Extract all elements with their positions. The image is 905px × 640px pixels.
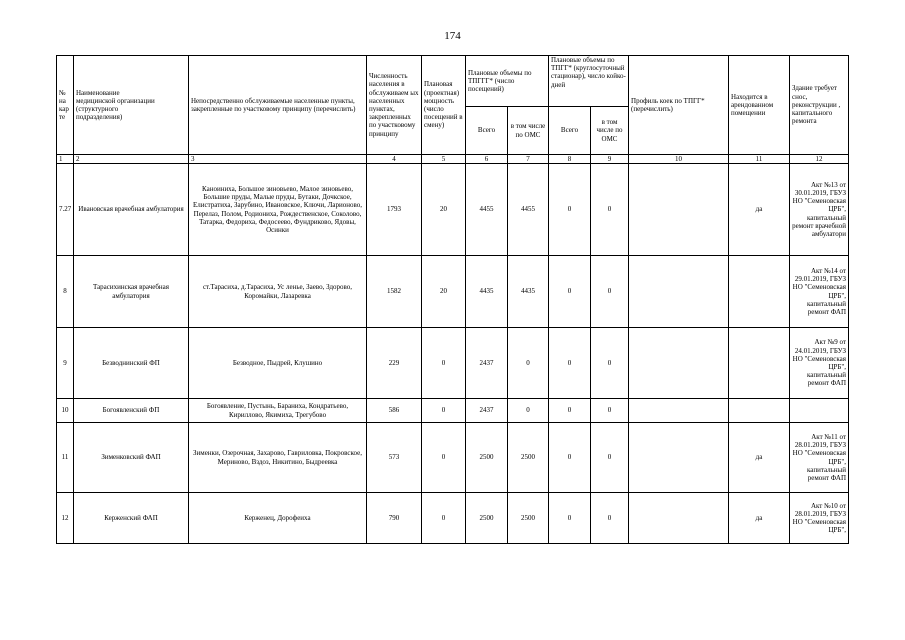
header-building: Здание требует снос, реконструкции , капитального ремонта (790, 56, 849, 155)
capacity: 0 (422, 423, 466, 493)
visits-total: 2500 (466, 423, 508, 493)
visits-total: 2437 (466, 328, 508, 399)
beds-total: 0 (549, 256, 591, 328)
visits-total: 4435 (466, 256, 508, 328)
rented (729, 399, 790, 423)
population: 1793 (367, 164, 422, 256)
column-numbers-row (57, 155, 849, 164)
visits-oms: 2500 (508, 423, 549, 493)
header-row-top (57, 56, 849, 107)
header-beds-total: Всего (549, 107, 591, 155)
rented (729, 256, 790, 328)
population: 229 (367, 328, 422, 399)
org-name: Ивановская врачебная амбулатория (74, 164, 189, 256)
rented: да (729, 164, 790, 256)
header-visits-oms: в том числе по ОМС (508, 107, 549, 155)
column-number: 1 (57, 155, 74, 164)
population: 1582 (367, 256, 422, 328)
page-number: 174 (444, 30, 461, 42)
row-number: 10 (57, 399, 74, 423)
header-settlements: Непосредственно обслуживаемые населенные пункты, закрепленные по участковому принципу (перечислить) (189, 56, 367, 155)
header-rented: Находится в арендованном помещении (729, 56, 790, 155)
visits-total: 2437 (466, 399, 508, 423)
settlements: Керженец, Дорофеиха (189, 493, 367, 544)
visits-oms: 0 (508, 399, 549, 423)
settlements: Богоявление, Пустынь, Бараниха, Кондратьево, Кириллово, Якимиха, Трегубово (189, 399, 367, 423)
beds-total: 0 (549, 328, 591, 399)
org-name: Тарасихинская врачебная амбулатория (74, 256, 189, 328)
population: 586 (367, 399, 422, 423)
visits-oms: 4455 (508, 164, 549, 256)
header-planned-visits: Плановые объемы по ТПГГГ* (число посещений) (466, 56, 549, 107)
header-org-name: Наименование медицинской организации (структурного подразделения) (74, 56, 189, 155)
column-number: 11 (729, 155, 790, 164)
org-name: Зименковский ФАП (74, 423, 189, 493)
org-name: Безводнинский ФП (74, 328, 189, 399)
table-row (57, 423, 849, 493)
header-visits-total: Всего (466, 107, 508, 155)
column-number: 6 (466, 155, 508, 164)
capacity: 0 (422, 328, 466, 399)
org-name: Богоявленский ФП (74, 399, 189, 423)
beds-oms: 0 (591, 423, 629, 493)
row-number: 8 (57, 256, 74, 328)
table-row (57, 399, 849, 423)
rented (729, 328, 790, 399)
visits-total: 2500 (466, 493, 508, 544)
table-row (57, 328, 849, 399)
header-capacity: Плановая (проектная) мощность (число посещений в смену) (422, 56, 466, 155)
beds-total: 0 (549, 423, 591, 493)
population: 790 (367, 493, 422, 544)
table-row (57, 256, 849, 328)
capacity: 0 (422, 493, 466, 544)
population: 573 (367, 423, 422, 493)
column-number: 12 (790, 155, 849, 164)
building-status: Акт №13 от 30.01.2019, ГБУЗ НО "Семеновская ЦРБ", капитальный ремонт врачебной амбулатори (790, 164, 849, 256)
table-row (57, 164, 849, 256)
column-number: 5 (422, 155, 466, 164)
beds-oms: 0 (591, 256, 629, 328)
beds-oms: 0 (591, 328, 629, 399)
header-beds-oms: в том числе по ОМС (591, 107, 629, 155)
header-map-number: № на кар те (57, 56, 74, 155)
visits-oms: 2500 (508, 493, 549, 544)
building-status: Акт №10 от 28.01.2019, ГБУЗ НО "Семеновская ЦРБ", (790, 493, 849, 544)
column-number: 10 (629, 155, 729, 164)
settlements: Безводное, Пыдрей, Клушино (189, 328, 367, 399)
bed-profile (629, 423, 729, 493)
column-number: 8 (549, 155, 591, 164)
capacity: 0 (422, 399, 466, 423)
settlements: Каноиниха, Большое зиновьево, Малое зиновьево, Большие пруды, Малые пруды, Бутаки, Дочкское, Елистратиха, Зарубино, Ивановское, Ключи, Ларионово, Перелаз, Полом, Родиониха, Рождественское, Соколово, Татарка, Федориха, Федосеево, Фундриково, Ядовы, Осинки (189, 164, 367, 256)
bed-profile (629, 256, 729, 328)
bed-profile (629, 493, 729, 544)
visits-total: 4455 (466, 164, 508, 256)
beds-oms: 0 (591, 493, 629, 544)
header-planned-beds: Плановые объемы по ТПГГ* (круглосуточный стационар), число койко-дней (549, 56, 629, 107)
bed-profile (629, 328, 729, 399)
bed-profile (629, 399, 729, 423)
bed-profile (629, 164, 729, 256)
building-status: Акт №11 от 28.01.2019, ГБУЗ НО "Семеновская ЦРБ", капитальный ремонт ФАП (790, 423, 849, 493)
column-number: 9 (591, 155, 629, 164)
beds-total: 0 (549, 399, 591, 423)
column-number: 4 (367, 155, 422, 164)
row-number: 12 (57, 493, 74, 544)
settlements: Зименки, Озерочная, Захарово, Гавриловка, Покровское, Мериново, Вздоз, Никитино, Быдреевка (189, 423, 367, 493)
capacity: 20 (422, 256, 466, 328)
rented: да (729, 423, 790, 493)
visits-oms: 0 (508, 328, 549, 399)
row-number: 7.27 (57, 164, 74, 256)
column-number: 2 (74, 155, 189, 164)
capacity: 20 (422, 164, 466, 256)
rented: да (729, 493, 790, 544)
header-population: Численность населения в обслуживаем ых населенных пунктах, закрепленных по участковому принципу (367, 56, 422, 155)
row-number: 11 (57, 423, 74, 493)
building-status (790, 399, 849, 423)
facilities-table (56, 55, 849, 544)
building-status: Акт №14 от 29.01.2019, ГБУЗ НО "Семеновская ЦРБ", капитальный ремонт ФАП (790, 256, 849, 328)
beds-total: 0 (549, 493, 591, 544)
org-name: Керженский ФАП (74, 493, 189, 544)
beds-total: 0 (549, 164, 591, 256)
column-number: 7 (508, 155, 549, 164)
header-bed-profile: Профиль коек по ТПГГ* (перечислить) (629, 56, 729, 155)
building-status: Акт №9 от 24.01.2019, ГБУЗ НО "Семеновская ЦРБ", капитальный ремонт ФАП (790, 328, 849, 399)
visits-oms: 4435 (508, 256, 549, 328)
column-number: 3 (189, 155, 367, 164)
row-number: 9 (57, 328, 74, 399)
table-row (57, 493, 849, 544)
beds-oms: 0 (591, 399, 629, 423)
beds-oms: 0 (591, 164, 629, 256)
settlements: ст.Тарасиха, д.Тарасиха, Ус ленье, Заево, Здорово, Коромайки, Лазаревка (189, 256, 367, 328)
